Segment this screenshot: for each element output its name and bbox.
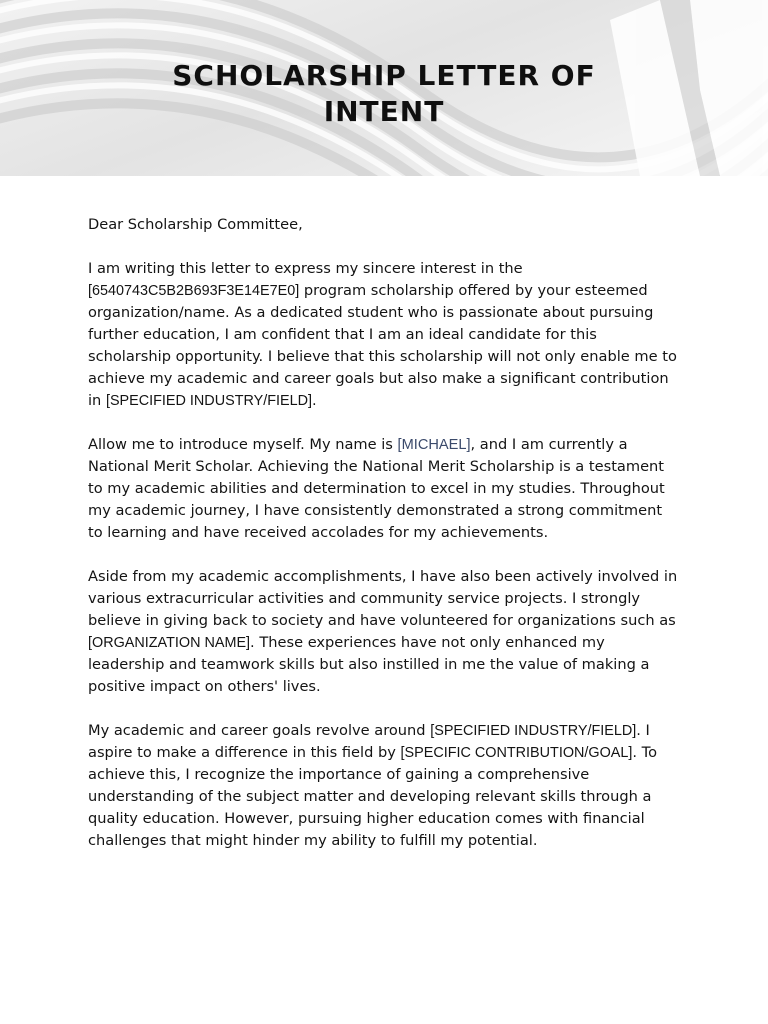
paragraph-4 bbox=[88, 720, 680, 852]
paragraph-2 bbox=[88, 434, 680, 544]
title-line-2: INTENT bbox=[323, 95, 445, 128]
letter-body bbox=[88, 214, 680, 874]
organization-placeholder: [ORGANIZATION NAME] bbox=[88, 635, 251, 651]
p4-text-a: My academic and career goals revolve around bbox=[88, 722, 431, 739]
field-placeholder-2: [SPECIFIED INDUSTRY/FIELD] bbox=[430, 723, 637, 739]
paragraph-3 bbox=[88, 566, 680, 698]
p1-text-b: program scholarship offered by your esteemed organization/name. As a dedicated student who is passionate about pursuing further education, I am confident that I am an ideal candidate for this scholarship opportunity. I believe that this scholarship will not only enable me to achieve my academic and career goals but also make a significant contribution in bbox=[88, 282, 677, 409]
p4-text-c: . To achieve this, I recognize the importance of gaining a comprehensive understanding of the subject matter and developing relevant skills through a quality education. However, pursuing higher education comes with financial challenges that might hinder my ability to fulfill my potential. bbox=[88, 744, 658, 849]
p1-text-c: . bbox=[312, 392, 317, 409]
p3-text-a: Aside from my academic accomplishments, I have also been actively involved in various extracurricular activities and community service projects. I strongly believe in giving back to society and have volunteered for organizations such as bbox=[88, 568, 678, 629]
title-line-1: SCHOLARSHIP LETTER OF bbox=[172, 59, 596, 92]
goal-placeholder: [SPECIFIC CONTRIBUTION/GOAL] bbox=[400, 745, 633, 761]
salutation: Dear Scholarship Committee, bbox=[88, 216, 303, 233]
program-id-placeholder: [6540743C5B2B693F3E14E7E0] bbox=[88, 283, 300, 299]
field-placeholder: [SPECIFIED INDUSTRY/FIELD] bbox=[105, 393, 312, 409]
p3-text-b: . These experiences have not only enhanced my leadership and teamwork skills but also instilled in me the value of making a positive impact on others' lives. bbox=[88, 634, 650, 695]
p2-text-a: Allow me to introduce myself. My name is bbox=[88, 436, 398, 453]
header-banner bbox=[0, 0, 768, 176]
paragraph-1 bbox=[88, 258, 680, 412]
p2-text-b: , and I am currently a National Merit Scholar. Achieving the National Merit Scholarship is a testament to my academic abilities and determination to excel in my studies. Throughout my academic journey, I have consistently demonstrated a strong commitment to learning and have received accolades for my achievements. bbox=[88, 436, 665, 541]
name-placeholder: [MICHAEL] bbox=[397, 437, 471, 453]
page-title bbox=[0, 58, 768, 130]
p4-text-b: . I aspire to make a difference in this field by bbox=[88, 722, 650, 761]
p1-text-a: I am writing this letter to express my sincere interest in the bbox=[88, 260, 523, 277]
